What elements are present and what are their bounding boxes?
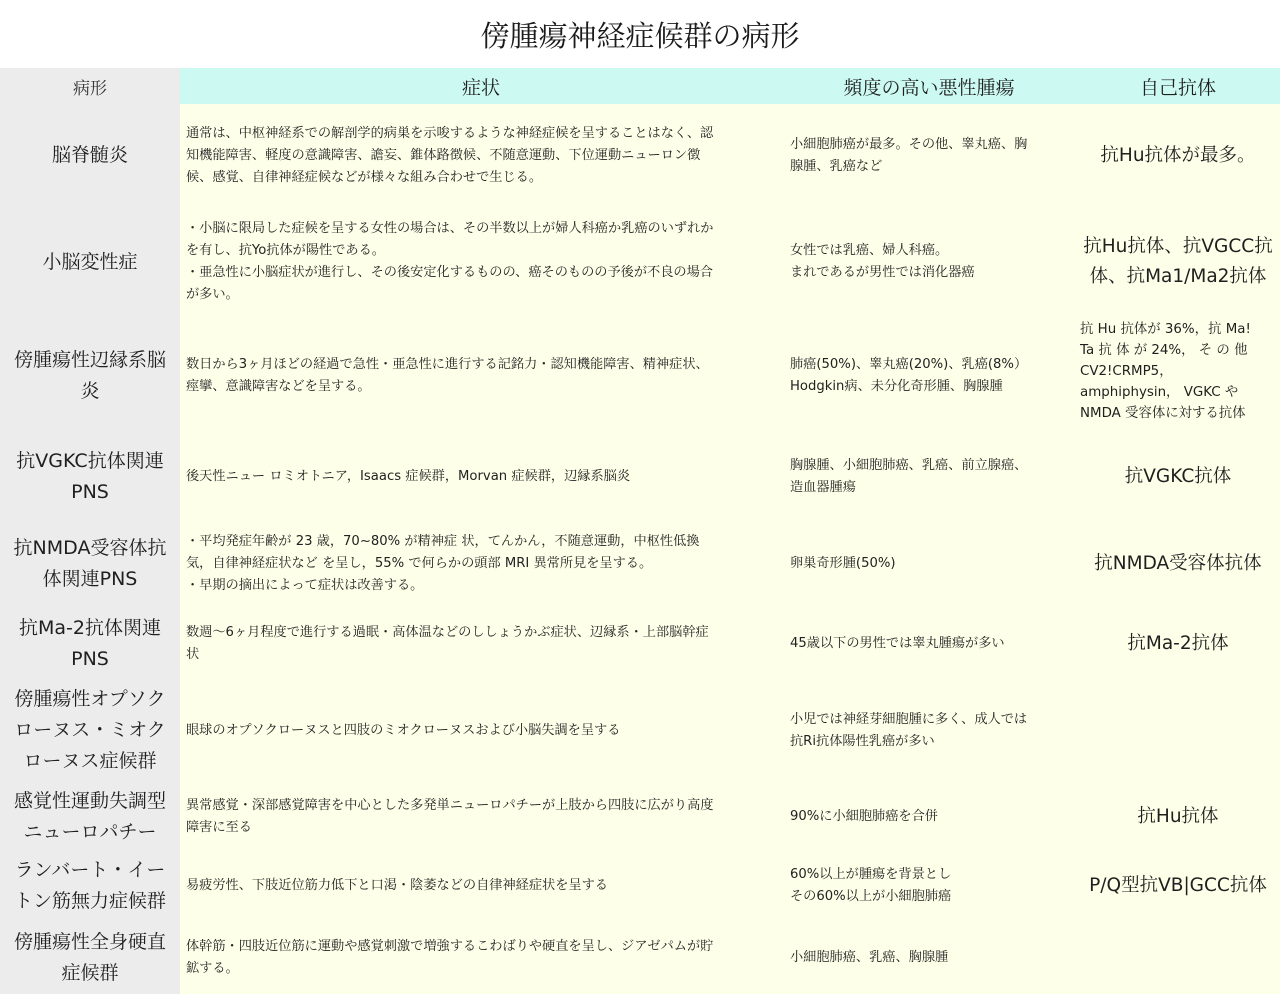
row-name-text: 小脳変性症	[42, 250, 138, 273]
row-tumors	[782, 783, 1076, 851]
row-symptoms-text: 通常は、中枢神経系での解剖学的病巣を示唆するような神経症候を呈することはなく、認 知機能障害、軽度の意識障害、譫妄、錐体路徴候、不随意運動、下位運動ニューロン徴 候、感覚、自律神経症候などが様々な組み合わせで生じる。	[186, 125, 714, 185]
row-name	[0, 104, 180, 207]
row-symptoms-text: 異常感覚・深部感覚障害を中心とした多発単ニューロパチーが上肢から四肢に広がり高度 障害に至る	[186, 798, 714, 835]
row-tumors-text: 60%以上が腫瘍を背景とし その60%以上が小細胞肺癌	[790, 867, 952, 904]
row-tumors	[782, 317, 1076, 435]
row-symptoms-text: ・平均発症年齢が 23 歳，70~80% が精神症 状，てんかん，不随意運動，中枢性低換 気，自律神経症状など を呈し，55% で何らかの頭部 MRI 異常所見を呈する。 ・早期の摘出によって症状は改善する。	[186, 534, 700, 593]
row-symptoms	[180, 678, 782, 783]
page-title: 傍腫瘍神経症候群の病形	[480, 19, 800, 53]
row-antibodies-text: 抗 Hu 抗体が 36%，抗 Ma! Ta 抗 体 が 24%， そ の 他 CV2!CRMP5， amphiphysin， VGKC や NMDA 受容体に対する抗体	[1080, 322, 1251, 421]
row-tumors	[782, 207, 1076, 317]
row-name	[0, 678, 180, 783]
row-name	[0, 783, 180, 851]
row-antibodies	[1076, 207, 1280, 317]
row-tumors-text: 90%に小細胞肺癌を合併	[790, 809, 938, 824]
row-name-text: 抗NMDA受容体抗 体関連PNS	[13, 537, 167, 590]
row-antibodies	[1076, 104, 1280, 207]
row-antibodies-text: P/Q型抗VB|GCC抗体	[1089, 875, 1267, 896]
row-tumors-text: 卵巣奇形腫(50%)	[790, 556, 896, 571]
row-name	[0, 435, 180, 518]
row-symptoms-text: 易疲労性、下肢近位筋力低下と口渇・陰萎などの自律神経症状を呈する	[186, 878, 608, 893]
row-antibodies	[1076, 435, 1280, 518]
row-tumors	[782, 435, 1076, 518]
row-tumors	[782, 851, 1076, 921]
row-tumors-text: 小細胞肺癌、乳癌、胸腺腫	[790, 949, 949, 965]
row-name-text: 傍腫瘍性オプソク ローヌス・ミオク ローヌス症候群	[14, 688, 166, 772]
row-name	[0, 851, 180, 921]
row-antibodies	[1076, 678, 1280, 783]
row-antibodies	[1076, 851, 1280, 921]
column-header-symptoms: 症状	[180, 68, 782, 104]
row-name	[0, 207, 180, 317]
syndrome-table	[0, 68, 1280, 994]
row-antibodies-text: 抗Hu抗体	[1137, 806, 1219, 827]
row-name-text: 傍腫瘍性全身硬直 症候群	[13, 930, 166, 984]
row-symptoms-text: 数日から3ヶ月ほどの経過で急性・亜急性に進行する記銘力・認知機能障害、精神症状、 痙攣、意識障害などを呈する。	[186, 357, 709, 394]
row-name-text: 脳脊髄炎	[51, 144, 128, 166]
row-tumors	[782, 518, 1076, 610]
row-antibodies-text: 抗Hu抗体、抗VGCC抗 体、抗Ma1/Ma2抗体	[1083, 236, 1273, 287]
row-antibodies-text: 抗Hu抗体が最多。	[1100, 144, 1256, 166]
row-antibodies-text: 抗Ma-2抗体	[1127, 633, 1229, 654]
row-symptoms-text: 眼球のオプソクローヌスと四肢のミオクローヌスおよび小脳失調を呈する	[186, 722, 621, 738]
row-tumors	[782, 678, 1076, 783]
row-symptoms	[180, 104, 782, 207]
row-antibodies	[1076, 317, 1280, 435]
row-tumors-text: 小児では神経芽細胞腫に多く、成人では 抗Ri抗体陽性乳癌が多い	[790, 711, 1028, 749]
row-symptoms	[180, 921, 782, 994]
row-name-text: 傍腫瘍性辺縁系脳 炎	[13, 349, 166, 402]
row-symptoms	[180, 435, 782, 518]
row-symptoms	[180, 207, 782, 317]
row-symptoms	[180, 783, 782, 851]
row-symptoms-text: 体幹筋・四肢近位筋に運動や感覚刺激で増強するこわばりや硬直を呈し、ジアゼパムが貯 鉱する。	[186, 938, 714, 976]
row-name-text: 感覚性運動失調型 ニューロパチー	[13, 790, 166, 843]
row-tumors	[782, 610, 1076, 678]
row-antibodies	[1076, 921, 1280, 994]
row-antibodies	[1076, 610, 1280, 678]
row-symptoms-text: 後天性ニュー ロミオトニア，Isaacs 症候群，Morvan 症候群，辺縁系脳炎	[186, 468, 631, 484]
row-antibodies	[1076, 783, 1280, 851]
row-name-text: 抗VGKC抗体関連 PNS	[16, 449, 164, 503]
row-symptoms-text: 数週〜6ヶ月程度で進行する過眠・高体温などのししょうかぶ症状、辺縁系・上部脳幹症 状	[186, 625, 709, 662]
column-header-type: 病形	[0, 68, 180, 104]
row-antibodies-text: 抗VGKC抗体	[1124, 465, 1232, 487]
row-symptoms	[180, 518, 782, 610]
row-tumors-text: 小細胞肺癌が最多。その他、睾丸癌、胸 腺腫、乳癌など	[790, 136, 1028, 174]
row-tumors-text: 女性では乳癌、婦人科癌。 まれであるが男性では消化器癌	[790, 243, 975, 280]
row-tumors	[782, 104, 1076, 207]
column-header-tumors: 頻度の高い悪性腫瘍	[782, 68, 1076, 104]
row-name	[0, 610, 180, 678]
row-tumors-text: 肺癌(50%)、睾丸癌(20%)、乳癌(8%） Hodgkin病、未分化奇形腫、胸腺腫	[790, 357, 1028, 394]
row-symptoms	[180, 610, 782, 678]
row-tumors	[782, 921, 1076, 994]
row-symptoms-text: ・小脳に限局した症候を呈する女性の場合は、その半数以上が婦人科癌か乳癌のいずれか を有し、抗Yo抗体が陽性である。 ・亜急性に小脳症状が進行し、その後安定化するものの、癌そのものの予後が不良の場合 が多い。	[186, 221, 714, 302]
row-name	[0, 518, 180, 610]
row-symptoms	[180, 317, 782, 435]
column-header-antibodies: 自己抗体	[1076, 68, 1280, 104]
row-name-text: ランバート・イー トン筋無力症候群	[13, 859, 166, 912]
row-tumors-text: 胸腺腫、小細胞肺癌、乳癌、前立腺癌、 造血器腫瘍	[790, 457, 1028, 495]
row-name	[0, 317, 180, 435]
row-antibodies	[1076, 518, 1280, 610]
row-name	[0, 921, 180, 994]
row-symptoms	[180, 851, 782, 921]
row-antibodies-text: 抗NMDA受容体抗体	[1094, 553, 1262, 574]
row-name-text: 抗Ma-2抗体関連 PNS	[19, 617, 161, 670]
row-tumors-text: 45歳以下の男性では睾丸腫瘍が多い	[790, 636, 1005, 651]
